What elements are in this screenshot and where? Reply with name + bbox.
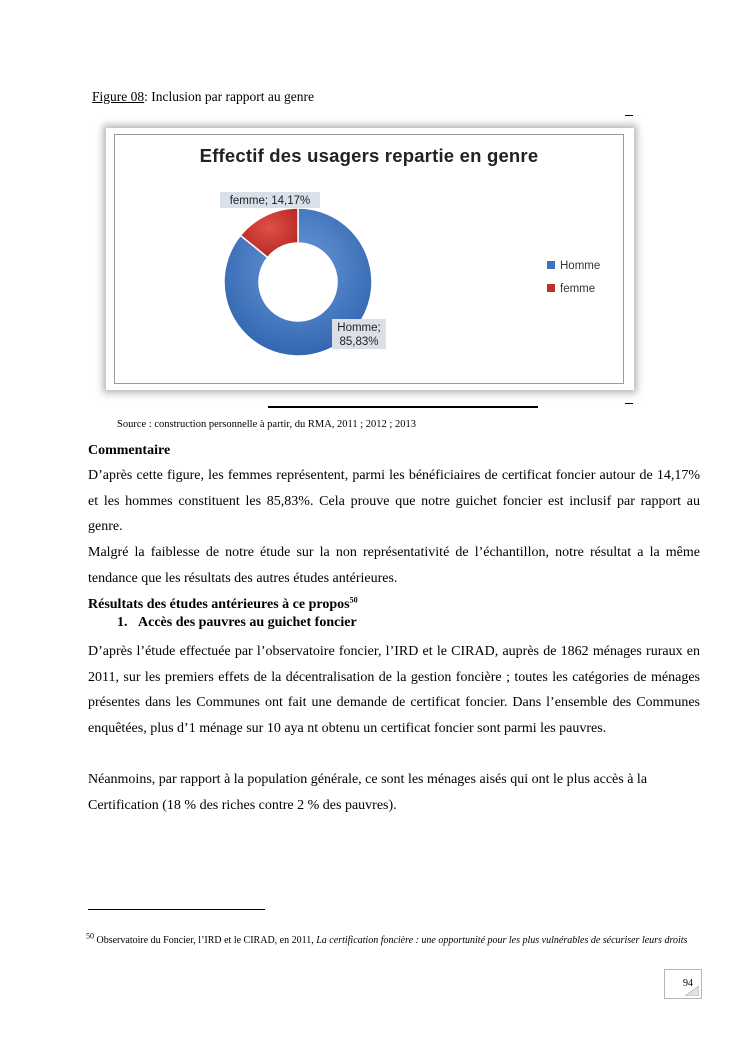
data-label-femme: [220, 192, 320, 208]
margin-mark-top: [625, 115, 633, 116]
resultats-heading: [88, 592, 700, 618]
figure-caption: [92, 89, 314, 105]
page-number-box: [664, 969, 702, 999]
footnote-separator: [88, 909, 265, 910]
resultats-paragraph-2-line-2: Certification (18 % des riches contre 2 % des pauvres).: [88, 798, 397, 813]
commentaire-heading: Commentaire: [88, 443, 171, 458]
figure-source: Source : construction personnelle à partir, du RMA, 2011 ; 2012 ; 2013: [117, 419, 416, 430]
commentaire-paragraph-2: Malgré la faiblesse de notre étude sur la non représentativité de l’échantillon, notre résultat a la même tendance que les résultats des autres études antérieures.: [88, 545, 700, 586]
list-item-acces-pauvres: [117, 615, 357, 631]
data-label-homme: [332, 319, 386, 349]
figure-caption-text: : Inclusion par rapport au genre: [144, 89, 314, 104]
page-curl-icon: [685, 986, 699, 996]
chart-frame: [106, 128, 634, 390]
chart-area: [114, 134, 624, 384]
footnote-reference: 50: [349, 595, 358, 605]
list-item-number: 1.: [117, 615, 128, 630]
resultats-heading-text: Résultats des études antérieures à ce propos: [88, 597, 350, 612]
list-item-title: Accès des pauvres au guichet foncier: [138, 615, 357, 630]
legend-label-femme: femme: [560, 283, 596, 295]
commentaire-paragraph-1: D’après cette figure, les femmes représentent, parmi les bénéficiaires de certificat foncier autour de 14,17% et les hommes constituent les 85,83%. Cela prouve que notre guichet foncier est inclusif par rapport au genre.: [88, 468, 700, 534]
data-label-homme-value: 85,83%: [339, 336, 379, 348]
margin-mark-bottom: [625, 403, 633, 404]
chart-svg: [115, 135, 623, 383]
chart-legend: [547, 260, 600, 295]
legend-swatch-homme: [547, 261, 555, 269]
source-rule: [268, 406, 538, 408]
footnote: [86, 933, 700, 949]
resultats-paragraph-1: D’après l’étude effectuée par l’observatoire foncier, l’IRD et le CIRAD, auprès de 1862 ménages ruraux en 2011, sur les premiers effets de la décentralisation de la gestion foncière ; toutes les catégories de ménages présentes dans les Communes ont fait une demande de certificat foncier. Dans l’ensemble des Communes enquêtées, plus d’1 ménage sur 10 aya nt obtenu un certificat foncier sont parmi les pauvres.: [88, 644, 700, 736]
data-label-homme-name: Homme;: [337, 322, 381, 334]
chart-title: Effectif des usagers repartie en genre: [199, 145, 539, 166]
footnote-number: 50: [86, 931, 94, 941]
figure-label: Figure 08: [92, 89, 145, 104]
resultats-paragraph-2-line-1: Néanmoins, par rapport à la population générale, ce sont les ménages aisés qui ont le plus accès à la: [88, 772, 648, 787]
data-label-femme-text: femme; 14,17%: [229, 195, 311, 207]
page-number: 94: [683, 978, 693, 989]
footnote-title: La certification foncière : une opportunité pour les plus vulnérables de sécuriser leurs droits: [316, 935, 688, 946]
legend-swatch-femme: [547, 284, 555, 292]
footnote-text: Observatoire du Foncier, l’IRD et le CIRAD, en 2011,: [94, 935, 317, 946]
legend-label-homme: Homme: [560, 260, 601, 272]
